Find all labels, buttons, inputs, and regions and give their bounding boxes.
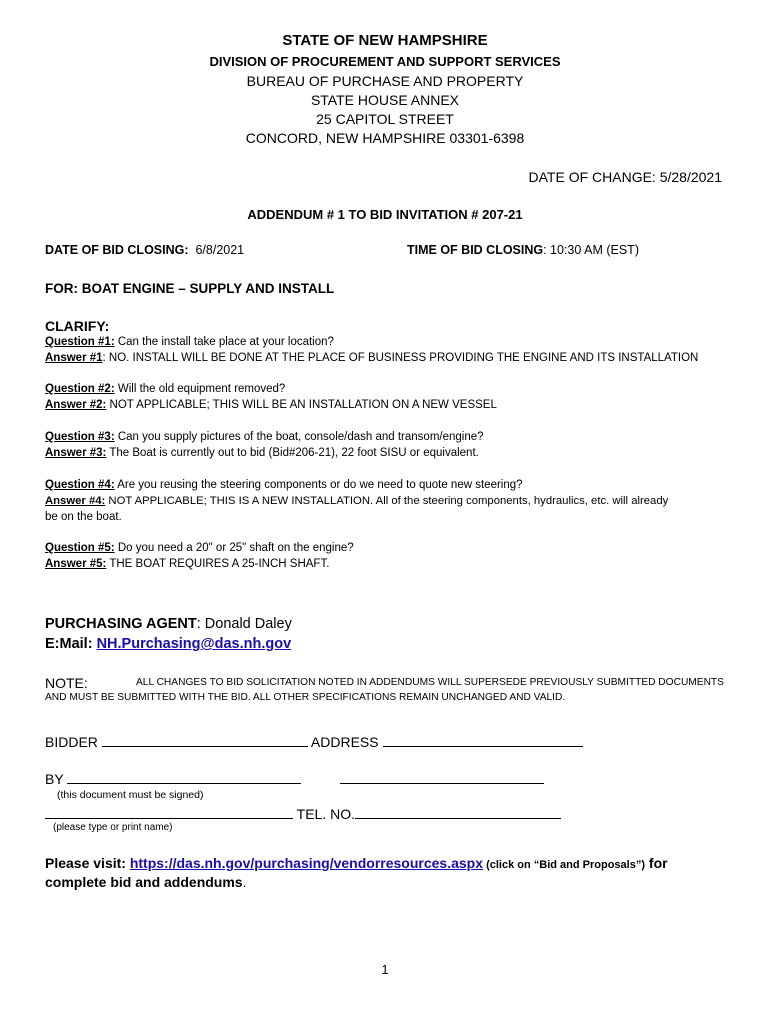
question-2	[45, 383, 285, 395]
question-4	[45, 479, 523, 491]
answer-3-text: The Boat is currently out to bid (Bid#206-21), 22 foot SISU or equivalent.	[106, 447, 479, 459]
tel-label: TEL. NO.	[296, 806, 355, 822]
question-3-text: Can you supply pictures of the boat, console/dash and transom/engine?	[114, 431, 484, 443]
visit-suffix: for	[645, 855, 668, 871]
visit-hint: (click on “Bid and Proposals”)	[483, 859, 646, 871]
bidder-field[interactable]	[102, 733, 308, 747]
note-label: NOTE:	[45, 675, 88, 691]
email-link[interactable]: NH.Purchasing@das.nh.gov	[96, 636, 292, 652]
visit-line	[45, 855, 668, 871]
email-label: E:Mail	[45, 636, 88, 652]
bid-closing-date-value: 6/8/2021	[195, 243, 245, 257]
annex-line: STATE HOUSE ANNEX	[310, 92, 460, 108]
answer-1-label: Answer #1	[45, 352, 103, 364]
page-number: 1	[381, 962, 389, 977]
answer-3	[45, 447, 479, 459]
answer-4-label: Answer #4:	[45, 495, 106, 507]
state-title: STATE OF NEW HAMPSHIRE	[282, 32, 488, 49]
by-row	[45, 770, 301, 787]
bid-closing-time-label: TIME OF BID CLOSING	[407, 243, 544, 257]
note-line-1: ALL CHANGES TO BID SOLICITATION NOTED IN ADDENDUMS WILL SUPERSEDE PREVIOUSLY SUBMITTED DOCUMENTS	[136, 677, 724, 688]
for-value: : BOAT ENGINE – SUPPLY AND INSTALL	[73, 281, 335, 296]
answer-2-label: Answer #2:	[45, 399, 107, 411]
visit-line-2	[45, 874, 246, 890]
answer-1-text: : NO. INSTALL WILL BE DONE AT THE PLACE OF BUSINESS PROVIDING THE ENGINE AND ITS INSTALLATION	[102, 352, 699, 364]
answer-4-text: NOT APPLICABLE; THIS IS A NEW INSTALLATION. All of the steering components, hydraulics, etc. will already	[105, 495, 669, 507]
question-4-label: Question #4:	[45, 479, 115, 491]
for-line	[45, 281, 334, 296]
question-1-text: Can the install take place at your location?	[114, 336, 334, 348]
bureau-title: BUREAU OF PURCHASE AND PROPERTY	[246, 73, 524, 89]
answer-2	[45, 399, 497, 411]
signature-field[interactable]	[67, 770, 301, 784]
question-2-label: Question #2:	[45, 383, 115, 395]
street-line: 25 CAPITOL STREET	[316, 111, 454, 127]
answer-5-text: THE BOAT REQUIRES A 25-INCH SHAFT.	[106, 558, 330, 570]
question-2-text: Will the old equipment removed?	[114, 383, 286, 395]
question-4-text: Are you reusing the steering components or do we need to quote new steering?	[114, 479, 523, 491]
vendor-resources-link[interactable]: https://das.nh.gov/purchasing/vendorresources.aspx	[129, 855, 484, 871]
for-label: FOR	[45, 281, 74, 296]
question-3-label: Question #3:	[45, 431, 115, 443]
question-5-label: Question #5:	[45, 542, 115, 554]
bidder-label: BIDDER	[45, 734, 98, 750]
answer-5	[45, 558, 329, 570]
question-1	[45, 336, 334, 348]
visit-prefix: Please visit:	[45, 855, 130, 871]
question-1-label: Question #1:	[45, 336, 115, 348]
tel-row	[45, 805, 561, 822]
email-line	[45, 636, 291, 652]
answer-4-continued: be on the boat.	[45, 511, 122, 523]
tel-field[interactable]	[355, 805, 561, 819]
by-label: BY	[45, 771, 64, 787]
bid-closing-time	[407, 243, 639, 257]
addendum-title: ADDENDUM # 1 TO BID INVITATION # 207-21	[247, 207, 523, 222]
bid-closing-date-label: DATE OF BID CLOSING:	[45, 243, 189, 257]
date-of-change: DATE OF CHANGE: 5/28/2021	[528, 169, 722, 185]
bidder-row	[45, 733, 583, 750]
visit-period: .	[242, 874, 247, 890]
question-5	[45, 542, 354, 554]
answer-1	[45, 352, 698, 364]
purchasing-agent-name: : Donald Daley	[196, 616, 292, 632]
clarify-heading: CLARIFY:	[45, 318, 110, 334]
print-hint: (please type or print name)	[53, 822, 173, 833]
answer-3-label: Answer #3:	[45, 447, 107, 459]
visit-line-2-text: complete bid and addendums	[45, 874, 243, 890]
city-line: CONCORD, NEW HAMPSHIRE 03301-6398	[245, 130, 525, 146]
printed-name-field[interactable]	[45, 805, 293, 819]
address-label: ADDRESS	[310, 734, 379, 750]
answer-2-text: NOT APPLICABLE; THIS WILL BE AN INSTALLATION ON A NEW VESSEL	[106, 399, 497, 411]
question-3	[45, 431, 484, 443]
division-title: DIVISION OF PROCUREMENT AND SUPPORT SERVICES	[209, 54, 561, 69]
bid-closing-time-value: : 10:30 AM (EST)	[543, 243, 639, 257]
purchasing-agent	[45, 616, 292, 632]
address-field[interactable]	[383, 733, 583, 747]
answer-5-label: Answer #5:	[45, 558, 107, 570]
bid-closing-date	[45, 243, 244, 257]
answer-4	[45, 495, 668, 507]
question-5-text: Do you need a 20" or 25" shaft on the engine?	[114, 542, 354, 554]
note-line-2: AND MUST BE SUBMITTED WITH THE BID. ALL OTHER SPECIFICATIONS REMAIN UNCHANGED AND VALID.	[45, 692, 566, 703]
signed-hint: (this document must be signed)	[57, 789, 204, 801]
purchasing-agent-label: PURCHASING AGENT	[45, 616, 197, 632]
title-field-wrap	[340, 770, 544, 787]
email-separator: :	[87, 636, 97, 652]
title-field[interactable]	[340, 770, 544, 784]
